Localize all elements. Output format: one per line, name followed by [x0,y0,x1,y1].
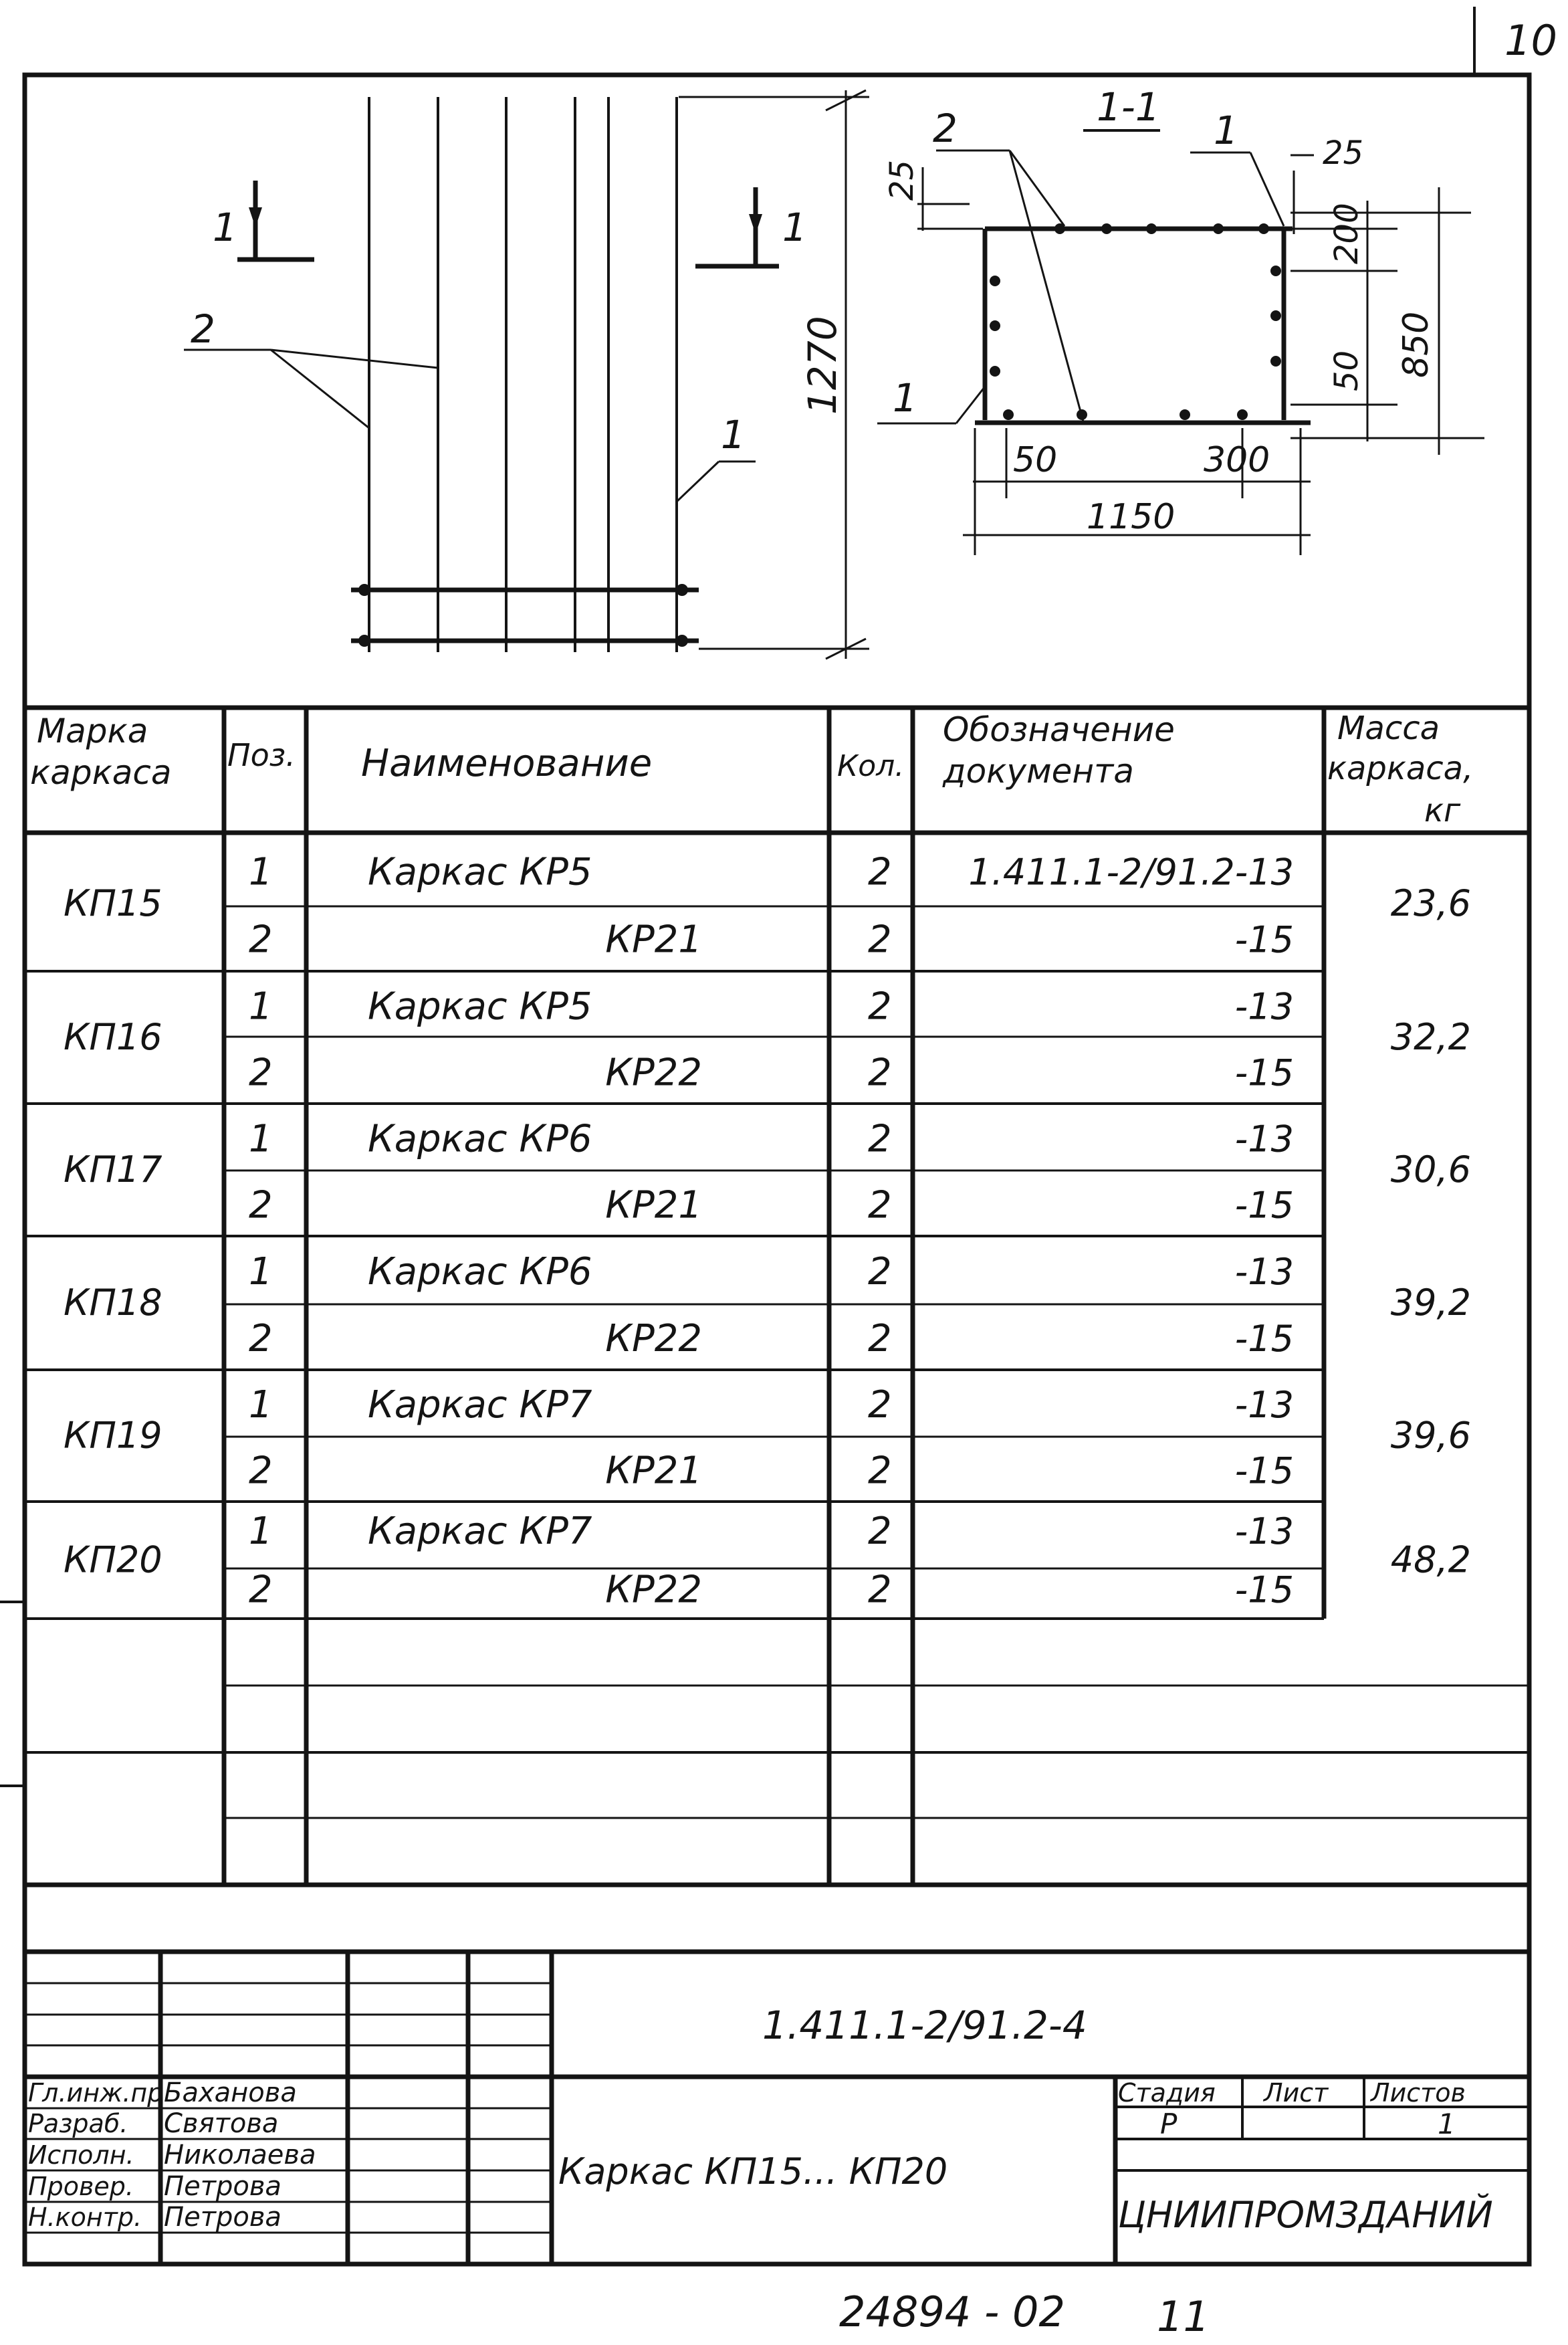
signer-role: Разраб. [28,2109,128,2138]
row-qty: 2 [868,985,892,1029]
row-pos: 2 [249,1449,273,1493]
row-name: КР21 [605,1183,702,1227]
header-mass-line2: каркаса, [1327,750,1474,787]
row-name: КР22 [605,1051,702,1095]
row-qty: 2 [868,1117,892,1161]
elevation-label-2: 2 [191,306,215,352]
dim-25-right: 25 [1323,134,1364,172]
row-doc: -13 [1234,1510,1294,1552]
row-name: КР21 [605,1449,702,1493]
row-pos: 1 [249,1510,273,1553]
signer-role: Исполн. [28,2140,134,2170]
row-qty: 2 [868,1051,892,1095]
row-pos: 1 [249,1117,273,1161]
dim-25-left: 25 [883,159,921,201]
spec-table-body [64,851,1471,1612]
section-label-1-left: 1 [893,375,917,421]
dim-1150: 1150 [1087,497,1175,537]
row-pos: 2 [249,1317,273,1360]
row-doc: -13 [1234,1383,1294,1426]
row-doc: -15 [1234,1449,1294,1492]
dim-200: 200 [1328,203,1365,264]
group-mark: КП16 [64,1016,162,1058]
group-mark: КП18 [64,1282,162,1324]
group-mass: 23,6 [1390,882,1471,924]
row-qty: 2 [868,1317,892,1360]
signer-name: Баханова [164,2077,297,2108]
document-code: 1.411.1-2/91.2-4 [762,2003,1087,2048]
section-mark-right: 1 [782,205,807,250]
section-view [877,84,1484,555]
row-qty: 2 [868,1183,892,1227]
dim-300: 300 [1204,440,1270,480]
stage-value: Р [1160,2108,1178,2140]
row-doc: -13 [1234,1251,1294,1293]
dim-850: 850 [1396,311,1436,378]
header-pos: Поз. [227,737,296,773]
row-pos: 1 [249,1250,273,1294]
header-mass-line1: Масса [1337,710,1440,747]
header-mark-line1: Марка [37,712,148,750]
signer-name: Петрова [164,2171,282,2202]
row-qty: 2 [868,1568,892,1612]
row-qty: 2 [868,1510,892,1553]
row-pos: 1 [249,850,273,894]
header-name: Наименование [361,742,653,785]
signer-name: Николаева [164,2140,316,2170]
header-mark-line2: каркаса [30,753,172,792]
section-title: 1-1 [1097,84,1160,130]
row-name: КР22 [605,1317,702,1360]
sheet-title: Каркас КП15... КП20 [558,2150,948,2193]
page-number: 10 [1504,16,1557,65]
row-name: КР21 [605,918,702,962]
group-mark: КП15 [64,882,162,924]
header-doc-line2: документа [943,752,1134,791]
row-name: Каркас КР5 [368,850,592,894]
row-doc: -15 [1234,1184,1294,1227]
title-block-content [558,2003,1493,2236]
row-doc: -15 [1234,1318,1294,1360]
row-doc: -15 [1234,1051,1294,1094]
sheet-label: Лист [1264,2078,1329,2108]
row-doc: -15 [1234,918,1294,961]
sheets-value: 1 [1438,2108,1456,2140]
row-pos: 2 [249,918,273,962]
header-qty: Кол. [837,749,905,783]
group-mass: 39,2 [1390,1282,1471,1324]
elevation-label-1: 1 [721,412,746,457]
group-mark: КП19 [64,1414,162,1457]
row-name: Каркас КР6 [368,1250,592,1294]
row-qty: 2 [868,918,892,962]
group-mass: 32,2 [1390,1016,1471,1058]
row-pos: 1 [249,1383,273,1427]
row-pos: 2 [249,1051,273,1095]
spec-table-header [30,710,1484,829]
row-name: Каркас КР7 [368,1383,592,1427]
row-qty: 2 [868,1449,892,1493]
row-name: КР22 [605,1568,702,1612]
bottom-index: 11 [1157,2292,1210,2341]
row-qty: 2 [868,850,892,894]
signer-role: Провер. [28,2172,134,2201]
dim-50-right: 50 [1328,350,1365,391]
sheets-label: Листов [1371,2078,1466,2108]
organization: ЦНИИПРОМЗДАНИЙ [1118,2194,1493,2236]
row-name: Каркас КР5 [368,985,592,1029]
signer-role: Н.контр. [28,2203,142,2232]
height-dimension: 1270 [800,316,845,415]
signer-name: Петрова [164,2202,282,2233]
row-pos: 1 [249,985,273,1029]
dim-50-bottom: 50 [1013,440,1058,480]
row-pos: 2 [249,1568,273,1612]
header-mark [30,712,172,792]
signer-role: Гл.инж.пр [28,2078,164,2108]
row-name: Каркас КР7 [368,1510,592,1553]
row-qty: 2 [868,1250,892,1294]
row-name: Каркас КР6 [368,1117,592,1161]
group-mass: 48,2 [1390,1538,1471,1581]
row-qty: 2 [868,1383,892,1427]
group-mark: КП20 [64,1538,162,1581]
group-mass: 30,6 [1390,1148,1471,1191]
signer-name: Святова [164,2108,279,2139]
title-block-signers [28,2077,316,2233]
elevation-view [184,90,869,659]
header-doc [942,710,1186,791]
group-mass: 39,6 [1390,1414,1471,1457]
row-pos: 2 [249,1183,273,1227]
bottom-number: 24894 - 02 [839,2287,1065,2336]
section-label-2: 2 [933,106,958,151]
row-doc: 1.411.1-2/91.2-13 [968,851,1294,894]
header-mass-line3: кг [1424,792,1461,829]
group-mark: КП17 [64,1148,162,1191]
header-doc-line1: Обозначение [943,710,1175,749]
header-mass [1327,710,1484,829]
section-mark-left: 1 [213,205,237,250]
row-doc: -13 [1234,1118,1294,1160]
section-label-1-top: 1 [1214,108,1238,153]
row-doc: -15 [1234,1568,1294,1611]
stage-label: Стадия [1118,2078,1216,2108]
row-doc: -13 [1234,985,1294,1028]
